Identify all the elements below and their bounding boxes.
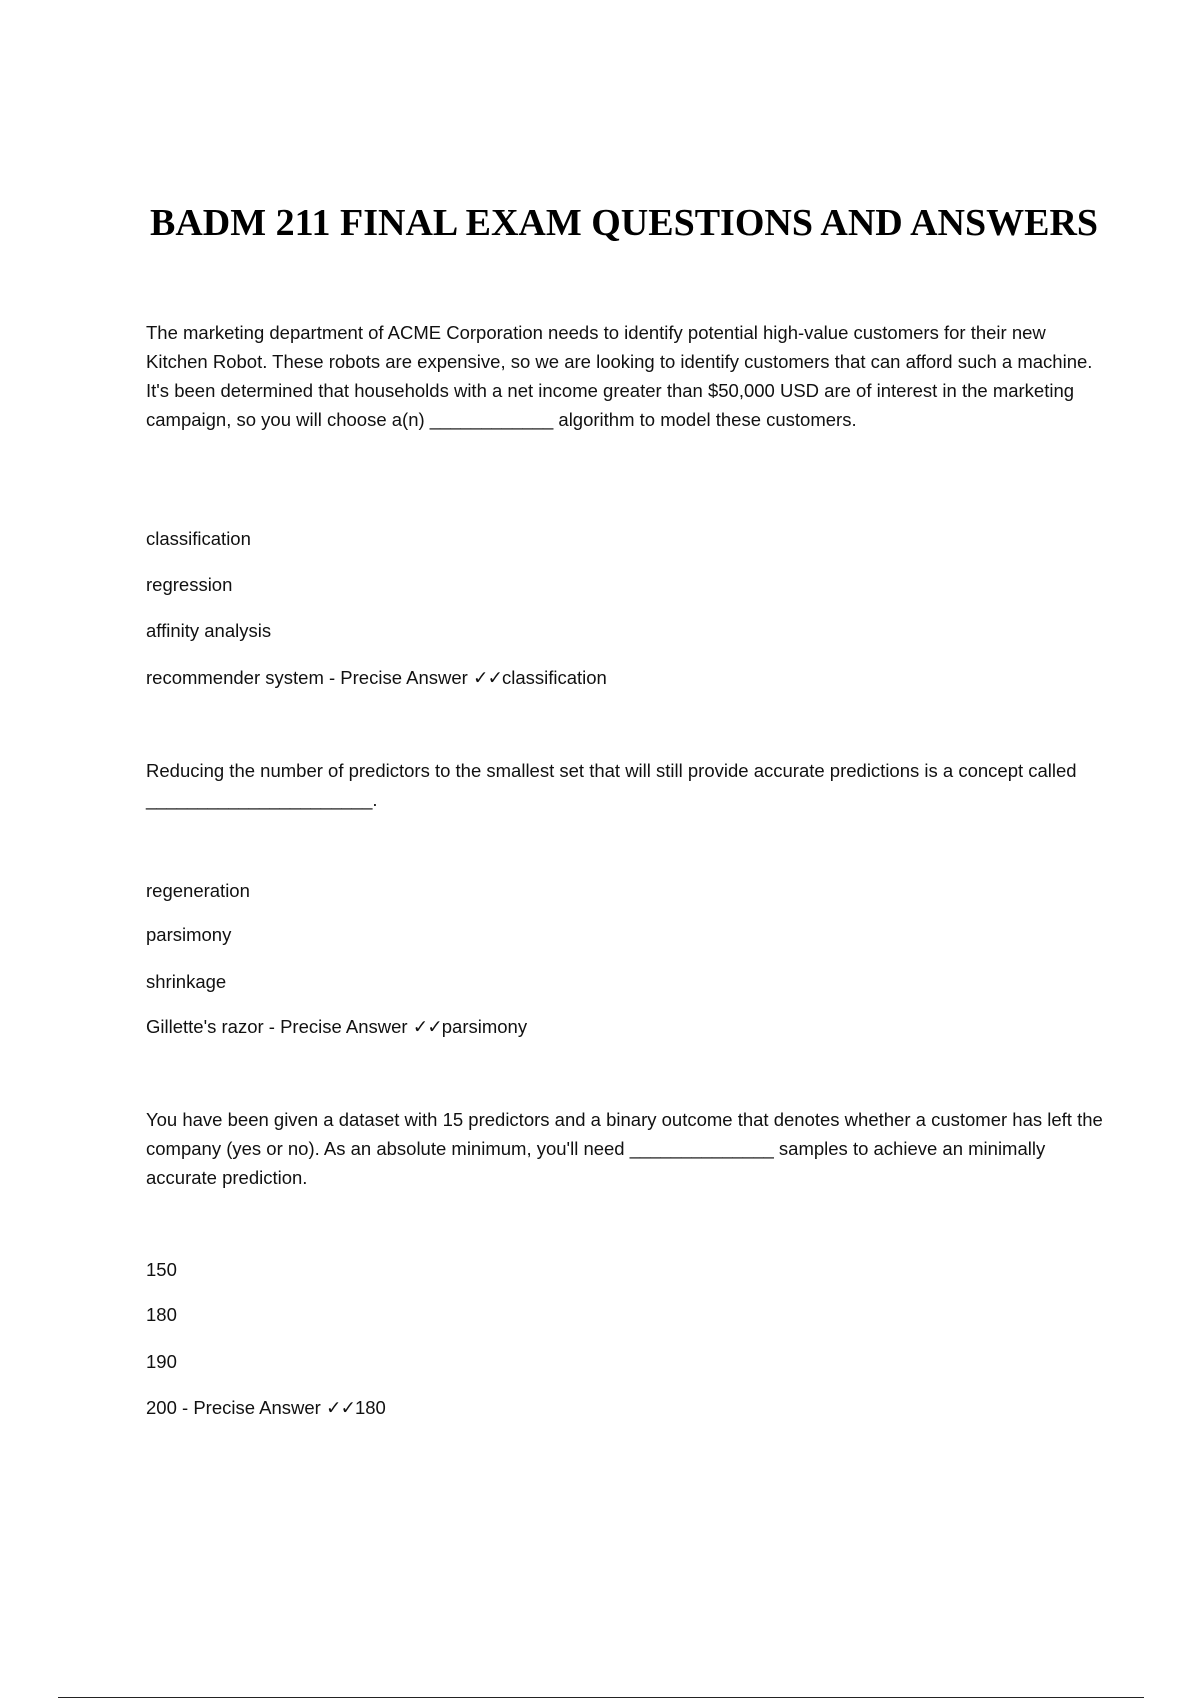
question-1-option-3: affinity analysis bbox=[146, 620, 272, 641]
question-2-option-2: parsimony bbox=[146, 924, 232, 945]
document-title: BADM 211 FINAL EXAM QUESTIONS AND ANSWERS bbox=[150, 202, 1099, 244]
question-3-option-4: 200 bbox=[146, 1397, 177, 1418]
question-3-answer: 180 bbox=[354, 1397, 386, 1418]
answer-label: - Precise Answer bbox=[176, 1397, 326, 1418]
question-1-option-4-with-answer bbox=[146, 664, 607, 693]
check-mark-icon: ✓✓ bbox=[472, 668, 502, 689]
question-2-option-4-with-answer bbox=[146, 1013, 527, 1042]
footer-divider bbox=[58, 1697, 1144, 1698]
question-2-option-4: Gillette's razor bbox=[146, 1016, 264, 1037]
question-3-text: You have been given a dataset with 15 predictors and a binary outcome that denotes whether a customer has left the company (yes or no). As an absolute minimum, you'll need ______________ samples to achieve an minimally accurate prediction. bbox=[146, 1109, 1103, 1188]
question-2-answer: parsimony bbox=[441, 1016, 528, 1037]
question-1-answer: classification bbox=[501, 667, 607, 688]
question-3-option-4-with-answer bbox=[146, 1394, 386, 1423]
answer-label: - Precise Answer bbox=[263, 1016, 413, 1037]
question-1-option-4: recommender system bbox=[146, 667, 324, 688]
check-mark-icon: ✓✓ bbox=[325, 1398, 355, 1419]
question-2-option-3: shrinkage bbox=[146, 971, 227, 992]
question-2-text: Reducing the number of predictors to the smallest set that will still provide accurate predictions is a concept called ______________________. bbox=[146, 760, 1077, 810]
question-3-option-1: 150 bbox=[146, 1259, 177, 1280]
answer-label: - Precise Answer bbox=[323, 667, 473, 688]
check-mark-icon: ✓✓ bbox=[412, 1017, 442, 1038]
question-1-option-2: regression bbox=[146, 574, 233, 595]
question-1-option-1: classification bbox=[146, 528, 251, 549]
question-2-option-1: regeneration bbox=[146, 880, 250, 901]
question-3-option-3: 190 bbox=[146, 1351, 177, 1372]
question-1-text: The marketing department of ACME Corporation needs to identify potential high-value customers for their new Kitchen Robot. These robots are expensive, so we are looking to identify customers that can afford such a machine. It's been determined that households with a net income greater than $50,000 USD are of interest in the marketing campaign, so you will choose a(n) ____________ algorithm to model these customers. bbox=[146, 322, 1093, 430]
question-3-option-2: 180 bbox=[146, 1304, 177, 1325]
